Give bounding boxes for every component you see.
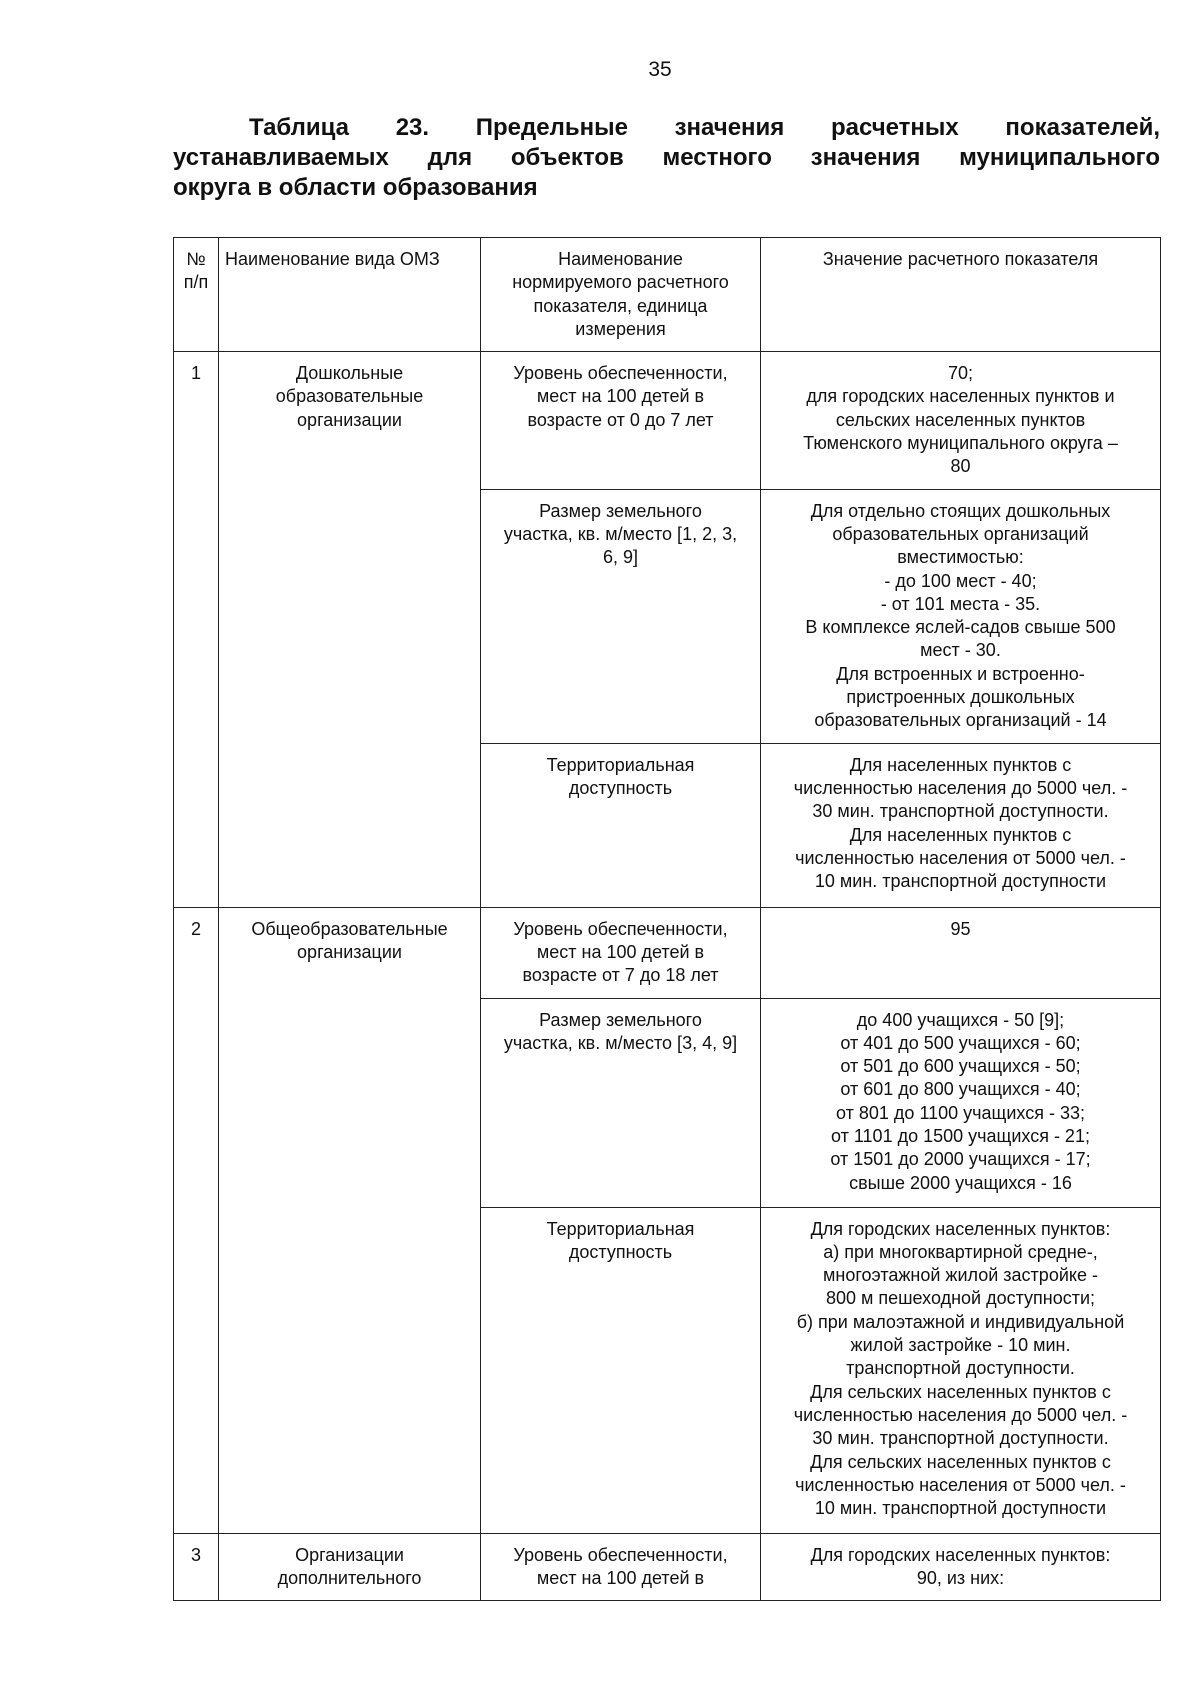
header-value: Значение расчетного показателя xyxy=(761,238,1161,352)
table-title-line-1: Таблица 23. Предельные значения расчетных показателей, xyxy=(249,114,1160,141)
header-omz: Наименование вида ОМЗ xyxy=(219,238,481,352)
table-title-line-2: устанавливаемых для объектов местного значения муниципального xyxy=(173,144,1160,171)
table-title-line-3: округа в области образования xyxy=(173,174,538,201)
indicator-value: Для городских населенных пунктов: 90, из них: xyxy=(761,1533,1161,1601)
indicator-name: Размер земельного участка, кв. м/место [3, 4, 9] xyxy=(481,998,761,1207)
row-number: 1 xyxy=(174,352,219,907)
indicator-name: Уровень обеспеченности, мест на 100 детей в xyxy=(481,1533,761,1601)
indicator-value: Для отдельно стоящих дошкольных образовательных организаций вместимостью: - до 100 мест - 40; - от 101 места - 35. В комплексе яслей-садов свыше 500 мест - 30. Для встроенных и встроенно- пристроенных дошкольных образовательных организаций - 14 xyxy=(761,489,1161,743)
omz-name: Дошкольные образовательные организации xyxy=(219,352,481,907)
table-title xyxy=(173,113,1160,203)
indicator-value: Для населенных пунктов с численностью населения до 5000 чел. - 30 мин. транспортной доступности. Для населенных пунктов с численностью населения от 5000 чел. - 10 мин. транспортной доступности xyxy=(761,743,1161,907)
header-indicator: Наименование нормируемого расчетного показателя, единица измерения xyxy=(481,238,761,352)
omz-name: Организации дополнительного xyxy=(219,1533,481,1601)
page-number: 35 xyxy=(648,58,672,81)
indicator-value: до 400 учащихся - 50 [9]; от 401 до 500 учащихся - 60; от 501 до 600 учащихся - 50; от 601 до 800 учащихся - 40; от 801 до 1100 учащихся - 33; от 1101 до 1500 учащихся - 21; от 1501 до 2000 учащихся - 17; свыше 2000 учащихся - 16 xyxy=(761,998,1161,1207)
table-row xyxy=(174,352,1161,489)
indicators-table xyxy=(173,237,1161,1601)
indicator-name: Территориальная доступность xyxy=(481,1207,761,1533)
row-number: 3 xyxy=(174,1533,219,1601)
indicator-name: Уровень обеспеченности, мест на 100 детей в возрасте от 7 до 18 лет xyxy=(481,907,761,998)
table-row xyxy=(174,1533,1161,1601)
indicator-name: Территориальная доступность xyxy=(481,743,761,907)
indicator-name: Размер земельного участка, кв. м/место [1, 2, 3, 6, 9] xyxy=(481,489,761,743)
omz-name: Общеобразовательные организации xyxy=(219,907,481,1533)
indicator-value: 70; для городских населенных пунктов и сельских населенных пунктов Тюменского муниципального округа – 80 xyxy=(761,352,1161,489)
row-number: 2 xyxy=(174,907,219,1533)
indicator-value: 95 xyxy=(761,907,1161,998)
table-row xyxy=(174,907,1161,998)
indicator-name: Уровень обеспеченности, мест на 100 детей в возрасте от 0 до 7 лет xyxy=(481,352,761,489)
indicator-value: Для городских населенных пунктов: а) при многоквартирной средне-, многоэтажной жилой застройке - 800 м пешеходной доступности; б) при малоэтажной и индивидуальной жилой застройке - 10 мин. транспортной доступности. Для сельских населенных пунктов с численностью населения до 5000 чел. - 30 мин. транспортной доступности. Для сельских населенных пунктов с численностью населения от 5000 чел. - 10 мин. транспортной доступности xyxy=(761,1207,1161,1533)
header-num: № п/п xyxy=(174,238,219,352)
table-header-row xyxy=(174,238,1161,352)
